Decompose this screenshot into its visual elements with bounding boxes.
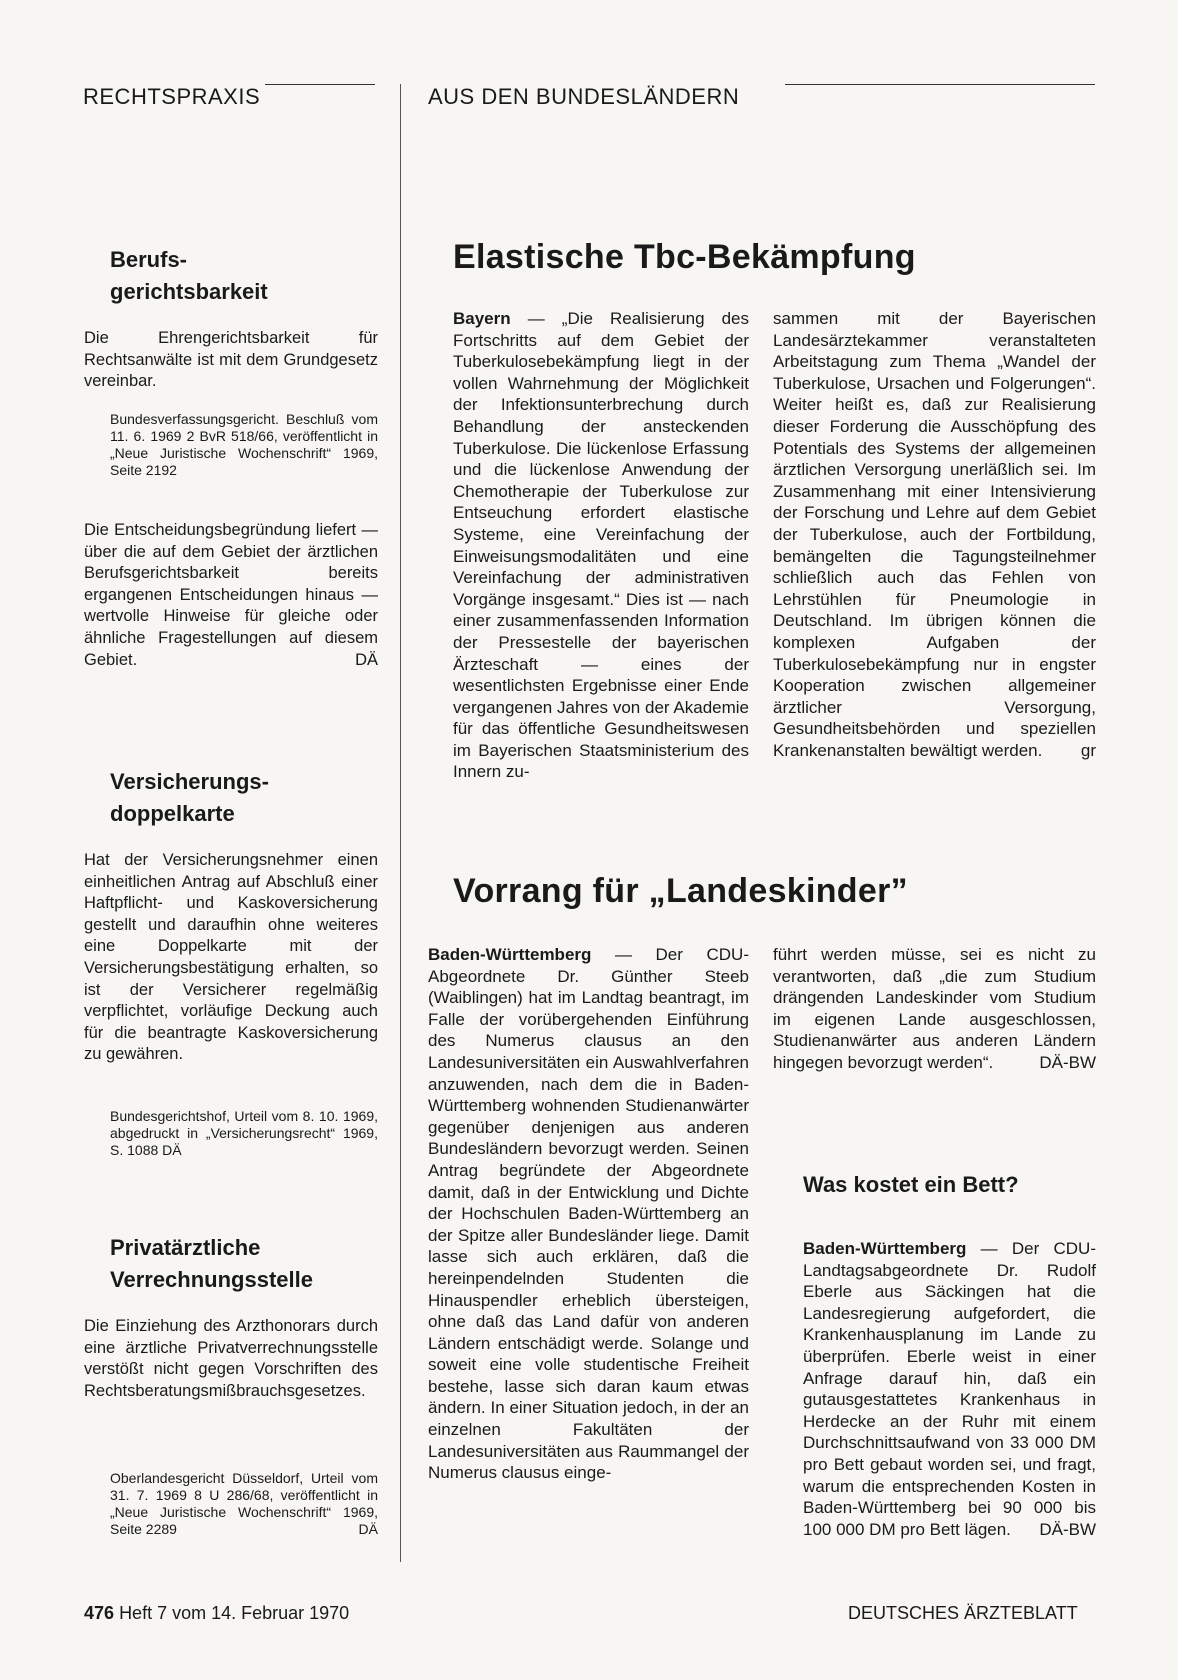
sidebar-title-berufsgerichtsbarkeit [110,244,380,308]
sidebar-title-versicherungsdoppelkarte [110,766,380,830]
body-text: — Der CDU-Landtagsabgeordnete Dr. Rudolf Eberle aus Säckingen hat die Landesregierung aufgefordert, die Krankenhausplanung im Lande zu überprüfen. Eberle weist in einer Anfrage darauf hin, daß ein gutausgestattetes Krankenhaus in Herdecke an der Ruhr mit einem Durchschnittsaufwand von 33 000 DM pro Bett gebaut worden sei, und fragt, warum die entsprechenden Kosten in Baden-Württemberg bei 90 000 bis 100 000 DM pro Bett lägen. [803,1239,1096,1539]
section-header-bundeslaender: AUS DEN BUNDESLÄNDERN [428,84,740,109]
body-text: sammen mit der Bayerischen Landesärztekammer veranstalteten Arbeitstagung zum Thema „Wandel der Tuberkulose, Ursachen und Folgerungen“. Weiter heißt es, daß zur Realisierung dieser Forderung die Ausschöpfung des Potentials des Systems der allgemeinen ärztlichen Versorgung unerläßlich sei. Im Zusammenhang mit einer Intensivierung der Forschung und Lehre auf dem Gebiet der Tuberkulose, auch der Fortbildung, bemängelten die Tagungsteilnehmer schließlich auch das Fehlen von Lehrstühlen für Pneumologie in Deutschland. Im übrigen können die komplexen Aufgaben der Tuberkulosebekämpfung nur in engster Kooperation zwischen allgemeiner ärztlicher Versorgung, Gesundheitsbehörden und speziellen Krankenanstalten bewältigt werden. [773,309,1096,760]
body-text: Die Entscheidungsbegründung liefert — über die auf dem Gebiet der ärztlichen Berufsgerichtsbarkeit bereits ergangenen Entscheidungen hinaus — wertvolle Hinweise für gleiche oder ähnliche Fragestellungen auf diesem Gebiet. [84,521,378,669]
sidebar-citation-berufsgerichtsbarkeit: Bundesverfassungsgericht. Beschluß vom 11. 6. 1969 2 BvR 518/66, veröffentlicht in „Neue Juristische Wochenschrift“ 1969, Seite 2192 [110,411,378,478]
signature: DÄ-BW [1039,1052,1096,1072]
header-rule-right [785,84,1095,85]
signature: DÄ-BW [1039,1519,1096,1539]
column-divider [400,84,401,1562]
article-landeskinder-col2 [773,944,1096,1074]
article-tbc-col1 [453,308,749,783]
sidebar-title-privataerztliche [110,1232,380,1296]
sidebar-lead-berufsgerichtsbarkeit: Die Ehrengerichtsbarkeit für Rechtsanwälte ist mit dem Grundgesetz vereinbar. [84,329,378,391]
signature: gr [1080,740,1096,760]
body-text: — Der CDU-Abgeordnete Dr. Günther Steeb (Waiblingen) hat im Landtag beantragt, im Falle der vorübergehenden Einführung des Numerus clausus an den Landesuniversitäten ein Auswahlverfahren anzuwenden, nach dem die in Baden-Württemberg wohnenden Studienanwärter gegenüber denjenigen aus anderen Bundesländern bevorzugt werden. Seinen Antrag begründete der Abgeordnete damit, daß in der Entwicklung und Dichte der Hochschulen Baden-Württemberg an der Spitze aller Bundesländer liege. Damit lasse sich auch erklären, daß die hereinpendelnden Studenten die Hinauspendler erheblich übersteigen, ohne daß das Land dafür von anderen Ländern entschädigt werde. Solange und soweit eine volle studentische Freiheit bestehe, lasse sich daran kaum etwas ändern. In einer Situation jedoch, in der an einzelnen Fakultäten der Landesuniversitäten aus Raummangel der Numerus clausus einge- [428,945,749,1483]
sidebar-body-versicherungsdoppelkarte: Hat der Versicherungsnehmer einen einheitlichen Antrag auf Abschluß einer Haftpflicht- und Kaskoversicherung gestellt und daraufhin ohne weiteres eine Doppelkarte mit der Versicherungsbestätigung erhalten, so ist der Versicherer regelmäßig verpflichtet, vorläufige Deckung auch für die beantragte Kaskoversicherung zu gewähren. [84,851,378,1064]
region-label: Baden-Württemberg [428,945,592,964]
body-text: führt werden müsse, sei es nicht zu verantworten, daß „die zum Studium drängenden Landeskinder vom Studium im eigenen Lande ausgeschlossen, Studienanwärter aus anderen Ländern hingegen bevorzugt werden“. [773,945,1096,1072]
header-rule-left [265,84,375,85]
signature: DÄ [355,650,378,669]
title-line: doppelkarte [110,801,235,826]
issue-date: Heft 7 vom 14. Februar 1970 [119,1603,350,1623]
title-line: Privatärztliche [110,1235,261,1260]
article-title-tbc: Elastische Tbc-Bekämpfung [453,238,916,276]
footer-issue [84,1603,349,1624]
signature: DÄ [162,1142,182,1158]
page-number: 476 [84,1603,115,1623]
article-title-bett: Was kostet ein Bett? [803,1172,1019,1197]
article-landeskinder-col1 [428,944,749,1484]
article-tbc-col2 [773,308,1096,761]
footer-publication: DEUTSCHES ÄRZTEBLATT [848,1603,1078,1623]
title-line: gerichtsbarkeit [110,279,268,304]
article-title-landeskinder: Vorrang für „Landeskinder” [453,872,908,910]
sidebar-body-privataerztliche: Die Einziehung des Arzthonorars durch eine ärztliche Privatverrechnungsstelle verstößt nicht gegen Vorschriften des Rechtsberatungsmißbrauchsgesetzes. [84,1317,378,1400]
region-label: Baden-Württemberg [803,1239,967,1258]
title-line: Berufs- [110,247,188,272]
sidebar-body-berufsgerichtsbarkeit [84,520,378,671]
signature: DÄ [358,1521,378,1537]
body-text: — „Die Realisierung des Fortschritts auf dem Gebiet der Tuberkulosebekämpfung liegt in der vollen Wahrnehmung der Möglichkeit der Infektionsunterbrechung durch Behandlung der ansteckenden Tuberkulose. Die lückenlose Erfassung und die lückenlose Anwendung der Chemotherapie der Tuberkulose zur Entseuchung erfordert elastische Systeme, eine Vereinfachung der Einweisungsmodalitäten und eine Vereinfachung der administrativen Vorgänge insgesamt.“ Dies ist — nach einer zusammenfassenden Information der Pressestelle der bayerischen Ärzteschaft — eines der wesentlichsten Ergebnisse einer Ende vergangenen Jahres von der Akademie für das öffentliche Gesundheitswesen im Bayerischen Staatsministerium des Innern zu- [453,309,749,782]
sidebar-citation-privataerztliche [110,1470,378,1538]
title-line: Verrechnungsstelle [110,1267,313,1292]
sidebar-citation-versicherungsdoppelkarte [110,1108,378,1159]
article-bett-body [803,1238,1096,1540]
citation-text: Bundesgerichtshof, Urteil vom 8. 10. 1969, abgedruckt in „Versicherungsrecht“ 1969, S. 1088 [110,1108,378,1158]
citation-text: Oberlandesgericht Düsseldorf, Urteil vom 31. 7. 1969 8 U 286/68, veröffentlicht in „Neue Juristische Wochenschrift“ 1969, Seite 2289 [110,1470,378,1537]
section-header-rechtspraxis: RECHTSPRAXIS [83,84,261,109]
title-line: Versicherungs- [110,769,269,794]
region-label: Bayern [453,309,511,328]
